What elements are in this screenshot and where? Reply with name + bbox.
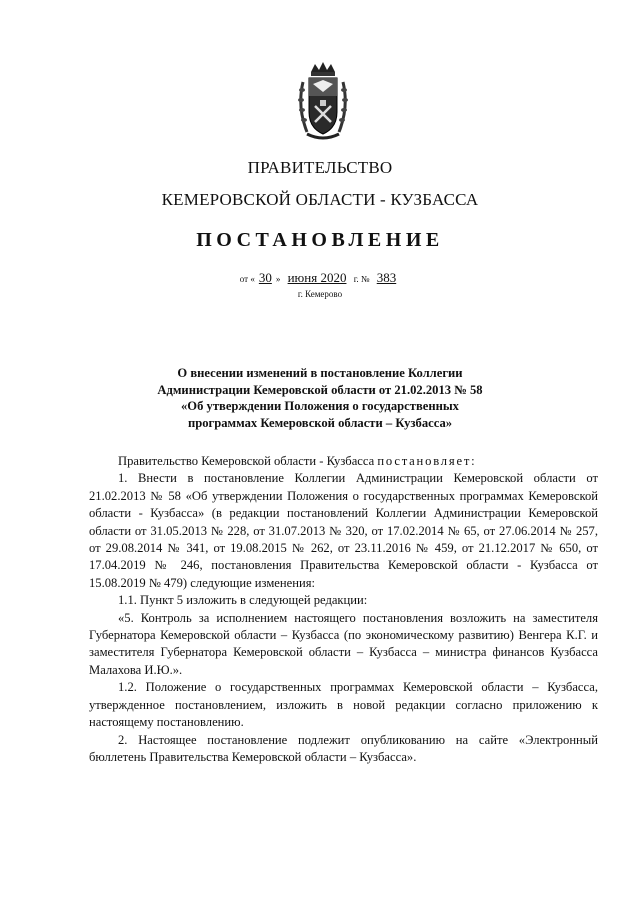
title-line: программах Кемеровской области – Кузбасса»: [187, 415, 453, 430]
org-name-line2: КЕМЕРОВСКОЙ ОБЛАСТИ - КУЗБАССА: [161, 190, 479, 209]
preamble-verb: постановляет:: [377, 454, 477, 468]
item-2: 2. Настоящее постановление подлежит опубликованию на сайте «Электронный бюллетень Правительства Кемеровской области – Кузбасса».: [89, 732, 598, 764]
coat-of-arms-icon: [297, 62, 349, 144]
document-title: [150, 365, 490, 431]
item-1-1-text: «5. Контроль за исполнением настоящего постановления возложить на заместителя Губернатора Кемеровской области – Кузбасса (по экономическому развитию) Венгера К.Г. и заместителя Губернатора Кемеровской области – Кузбасса – министра финансов Кузбасса Малахова И.Ю.».: [89, 610, 598, 677]
preamble-text: Правительство Кемеровской области - Кузбасса: [118, 454, 375, 468]
item-1: 1. Внести в постановление Коллегии Администрации Кемеровской области от 21.02.2013 № 58 «Об утверждении Положения о государственных программах Кемеровской области - Кузбасса» (в редакции постановлений Коллегии Администрации Кемеровской области от 31.05.2013 № 228, от 31.07.2013 № 320, от 17.02.2014 № 65, от 27.06.2014 № 257, от 29.08.2014 № 341, от 19.08.2015 № 262, от 23.11.2016 № 459, от 21.12.2017 № 650, от 17.04.2019 № 246, постановления Правительства Кемеровской области - Кузбасса от 15.08.2019 № 479) следующие изменения:: [89, 471, 598, 590]
title-line: «Об утверждении Положения о государственных: [181, 399, 459, 413]
date-mid: »: [275, 274, 281, 284]
date-line: [0, 270, 640, 286]
item-1-1: 1.1. Пункт 5 изложить в следующей редакции:: [118, 593, 368, 608]
document-type: ПОСТАНОВЛЕНИЕ: [196, 229, 444, 251]
item-1-2: 1.2. Положение о государственных программах Кемеровской области – Кузбасса, утвержденное постановлением, изложить в новой редакции согласно приложению к настоящему постановлению.: [89, 680, 598, 730]
date-month-year: июня 2020: [287, 270, 347, 285]
document-number: 383: [376, 270, 397, 285]
preamble: [89, 453, 598, 470]
date-suffix: г. №: [353, 274, 370, 284]
title-line: О внесении изменений в постановление Коллегии: [177, 366, 463, 380]
org-name-line1: ПРАВИТЕЛЬСТВО: [247, 158, 393, 177]
date-day: 30: [258, 270, 272, 285]
city: г. Кемерово: [297, 289, 343, 299]
title-line: Администрации Кемеровской области от 21.02.2013 № 58: [157, 382, 483, 397]
document-body: [89, 453, 598, 766]
date-prefix: от «: [239, 274, 255, 284]
